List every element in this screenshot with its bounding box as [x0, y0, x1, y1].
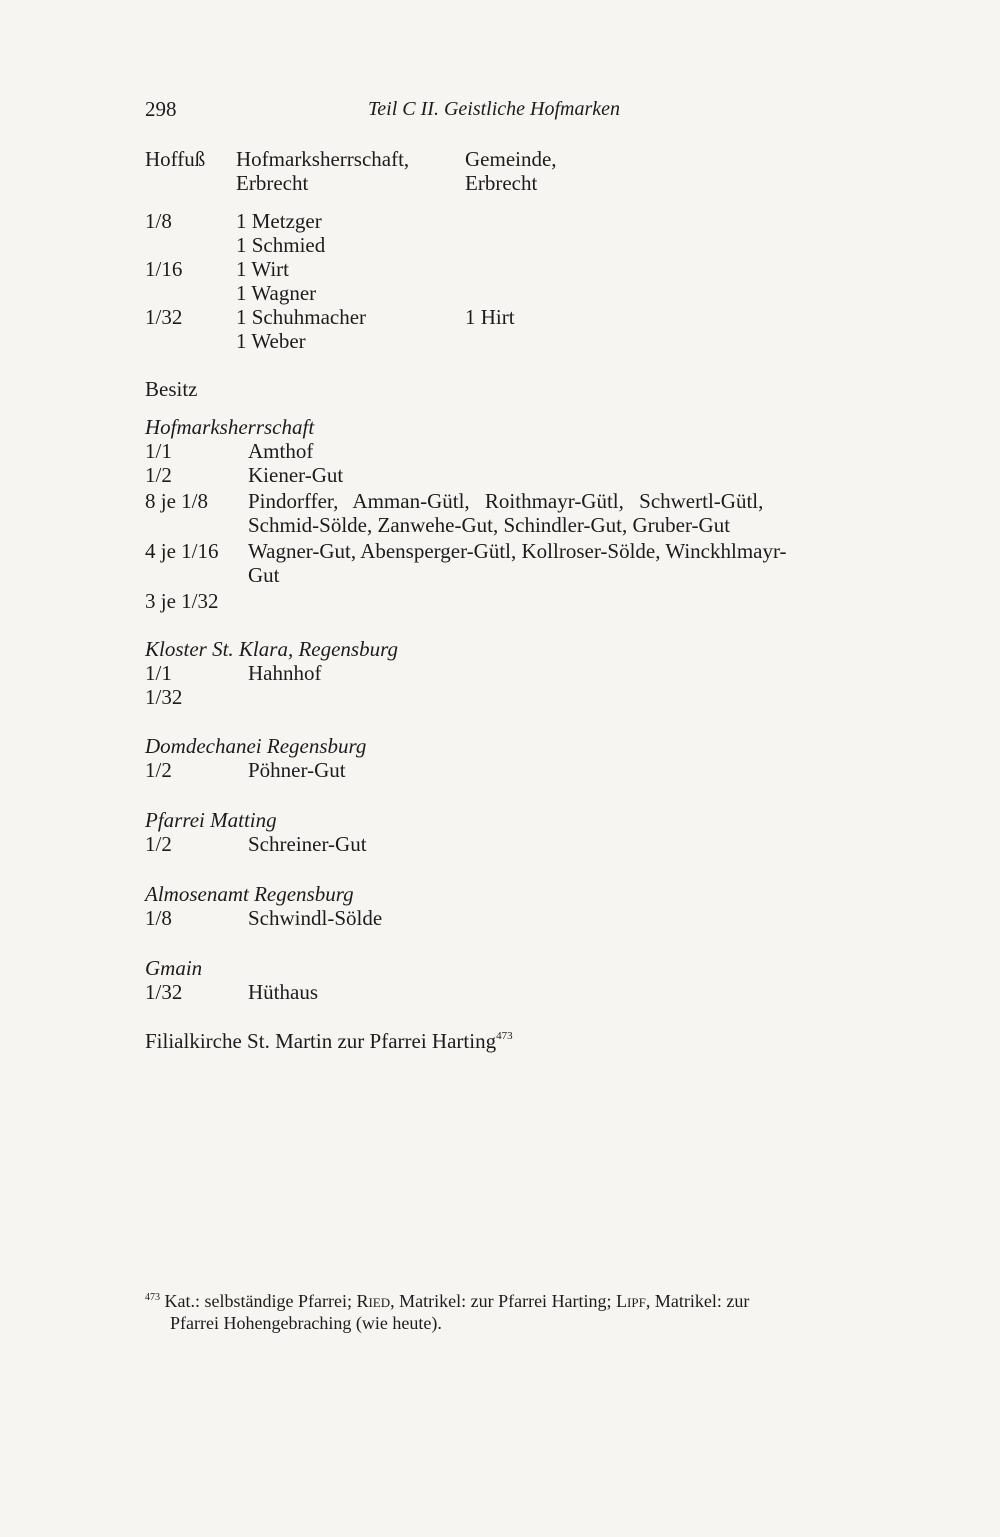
- col-hoffuss-header: Hoffuß: [145, 147, 206, 171]
- besitz-entry: Kiener-Gut: [248, 463, 344, 487]
- footnote-author-lipf: Lipf: [616, 1291, 646, 1311]
- table-cell-fuss: 1/16: [145, 257, 183, 281]
- table-cell-herrschaft: 1 Weber: [236, 329, 306, 353]
- besitz-entry: Hüthaus: [248, 980, 318, 1004]
- besitz-entry: Schwindl-Sölde: [248, 906, 383, 930]
- table-cell-fuss: 1/8: [145, 209, 172, 233]
- table-cell-herrschaft: 1 Wirt: [236, 257, 290, 281]
- col-gemeinde-header: Gemeinde,: [465, 147, 557, 171]
- table-cell-fuss: 1/32: [145, 305, 183, 329]
- besitz-size: 8 je 1/8: [145, 489, 208, 513]
- footnote-text-c: , Matrikel: zur: [645, 1291, 750, 1311]
- besitz-entry: Pindorffer, Amman-Gütl, Roithmayr-Gütl, Schwertl-Gütl,: [248, 489, 764, 513]
- footnote-number: 473: [145, 1292, 160, 1303]
- running-title: Teil C II. Geistliche Hofmarken: [368, 98, 621, 120]
- footnote-line-2: Pfarrei Hohengebraching (wie heute).: [170, 1313, 442, 1333]
- footnote-text-b: , Matrikel: zur Pfarrei Harting;: [390, 1291, 617, 1311]
- besitz-size: 3 je 1/32: [145, 589, 219, 613]
- besitz-size: 4 je 1/16: [145, 539, 219, 563]
- besitz-size: 1/2: [145, 758, 172, 782]
- besitz-size: 1/32: [145, 685, 183, 709]
- besitz-size: 1/8: [145, 906, 172, 930]
- besitz-entry: Pöhner-Gut: [248, 758, 346, 782]
- section-title-matting: Pfarrei Matting: [145, 808, 277, 832]
- besitz-heading: Besitz: [145, 377, 198, 401]
- besitz-entry: Amthof: [248, 439, 314, 463]
- besitz-entry-cont: Gut: [248, 563, 280, 587]
- section-title-almosenamt: Almosenamt Regensburg: [145, 882, 354, 906]
- table-cell-herrschaft: 1 Wagner: [236, 281, 317, 305]
- besitz-entry: Wagner-Gut, Abensperger-Gütl, Kollroser-Sölde, Winckhlmayr-: [248, 539, 787, 563]
- table-cell-herrschaft: 1 Metzger: [236, 209, 322, 233]
- besitz-entry-cont: Schmid-Sölde, Zanwehe-Gut, Schindler-Gut, Gruber-Gut: [248, 513, 731, 537]
- page-number: 298: [145, 97, 177, 121]
- footnote-text-a: Kat.: selbständige Pfarrei;: [164, 1291, 357, 1311]
- col-gemeinde-header-2: Erbrecht: [465, 171, 538, 195]
- section-title-klara: Kloster St. Klara, Regensburg: [145, 637, 398, 661]
- besitz-entry: Schreiner-Gut: [248, 832, 367, 856]
- filialkirche-line: [145, 1029, 513, 1053]
- besitz-size: 1/2: [145, 832, 172, 856]
- col-herrschaft-header: Hofmarksherrschaft,: [236, 147, 410, 171]
- footnote-ref: 473: [496, 1030, 513, 1042]
- besitz-entry: Hahnhof: [248, 661, 322, 685]
- besitz-size: 1/1: [145, 661, 172, 685]
- section-title-gmain: Gmain: [145, 956, 203, 980]
- footnote-author-ried: Ried: [356, 1291, 391, 1311]
- table-cell-herrschaft: 1 Schmied: [236, 233, 326, 257]
- section-title-domdechanei: Domdechanei Regensburg: [145, 734, 367, 758]
- footnote-line-1: [145, 1290, 749, 1312]
- table-cell-herrschaft: 1 Schuhmacher: [236, 305, 367, 329]
- section-title-hofmarksherrschaft: Hofmarksherrschaft: [145, 415, 315, 439]
- col-herrschaft-header-2: Erbrecht: [236, 171, 309, 195]
- table-cell-gemeinde: 1 Hirt: [465, 305, 515, 329]
- filialkirche-text: Filialkirche St. Martin zur Pfarrei Harting: [145, 1029, 497, 1053]
- besitz-size: 1/32: [145, 980, 183, 1004]
- besitz-size: 1/1: [145, 439, 172, 463]
- besitz-size: 1/2: [145, 463, 172, 487]
